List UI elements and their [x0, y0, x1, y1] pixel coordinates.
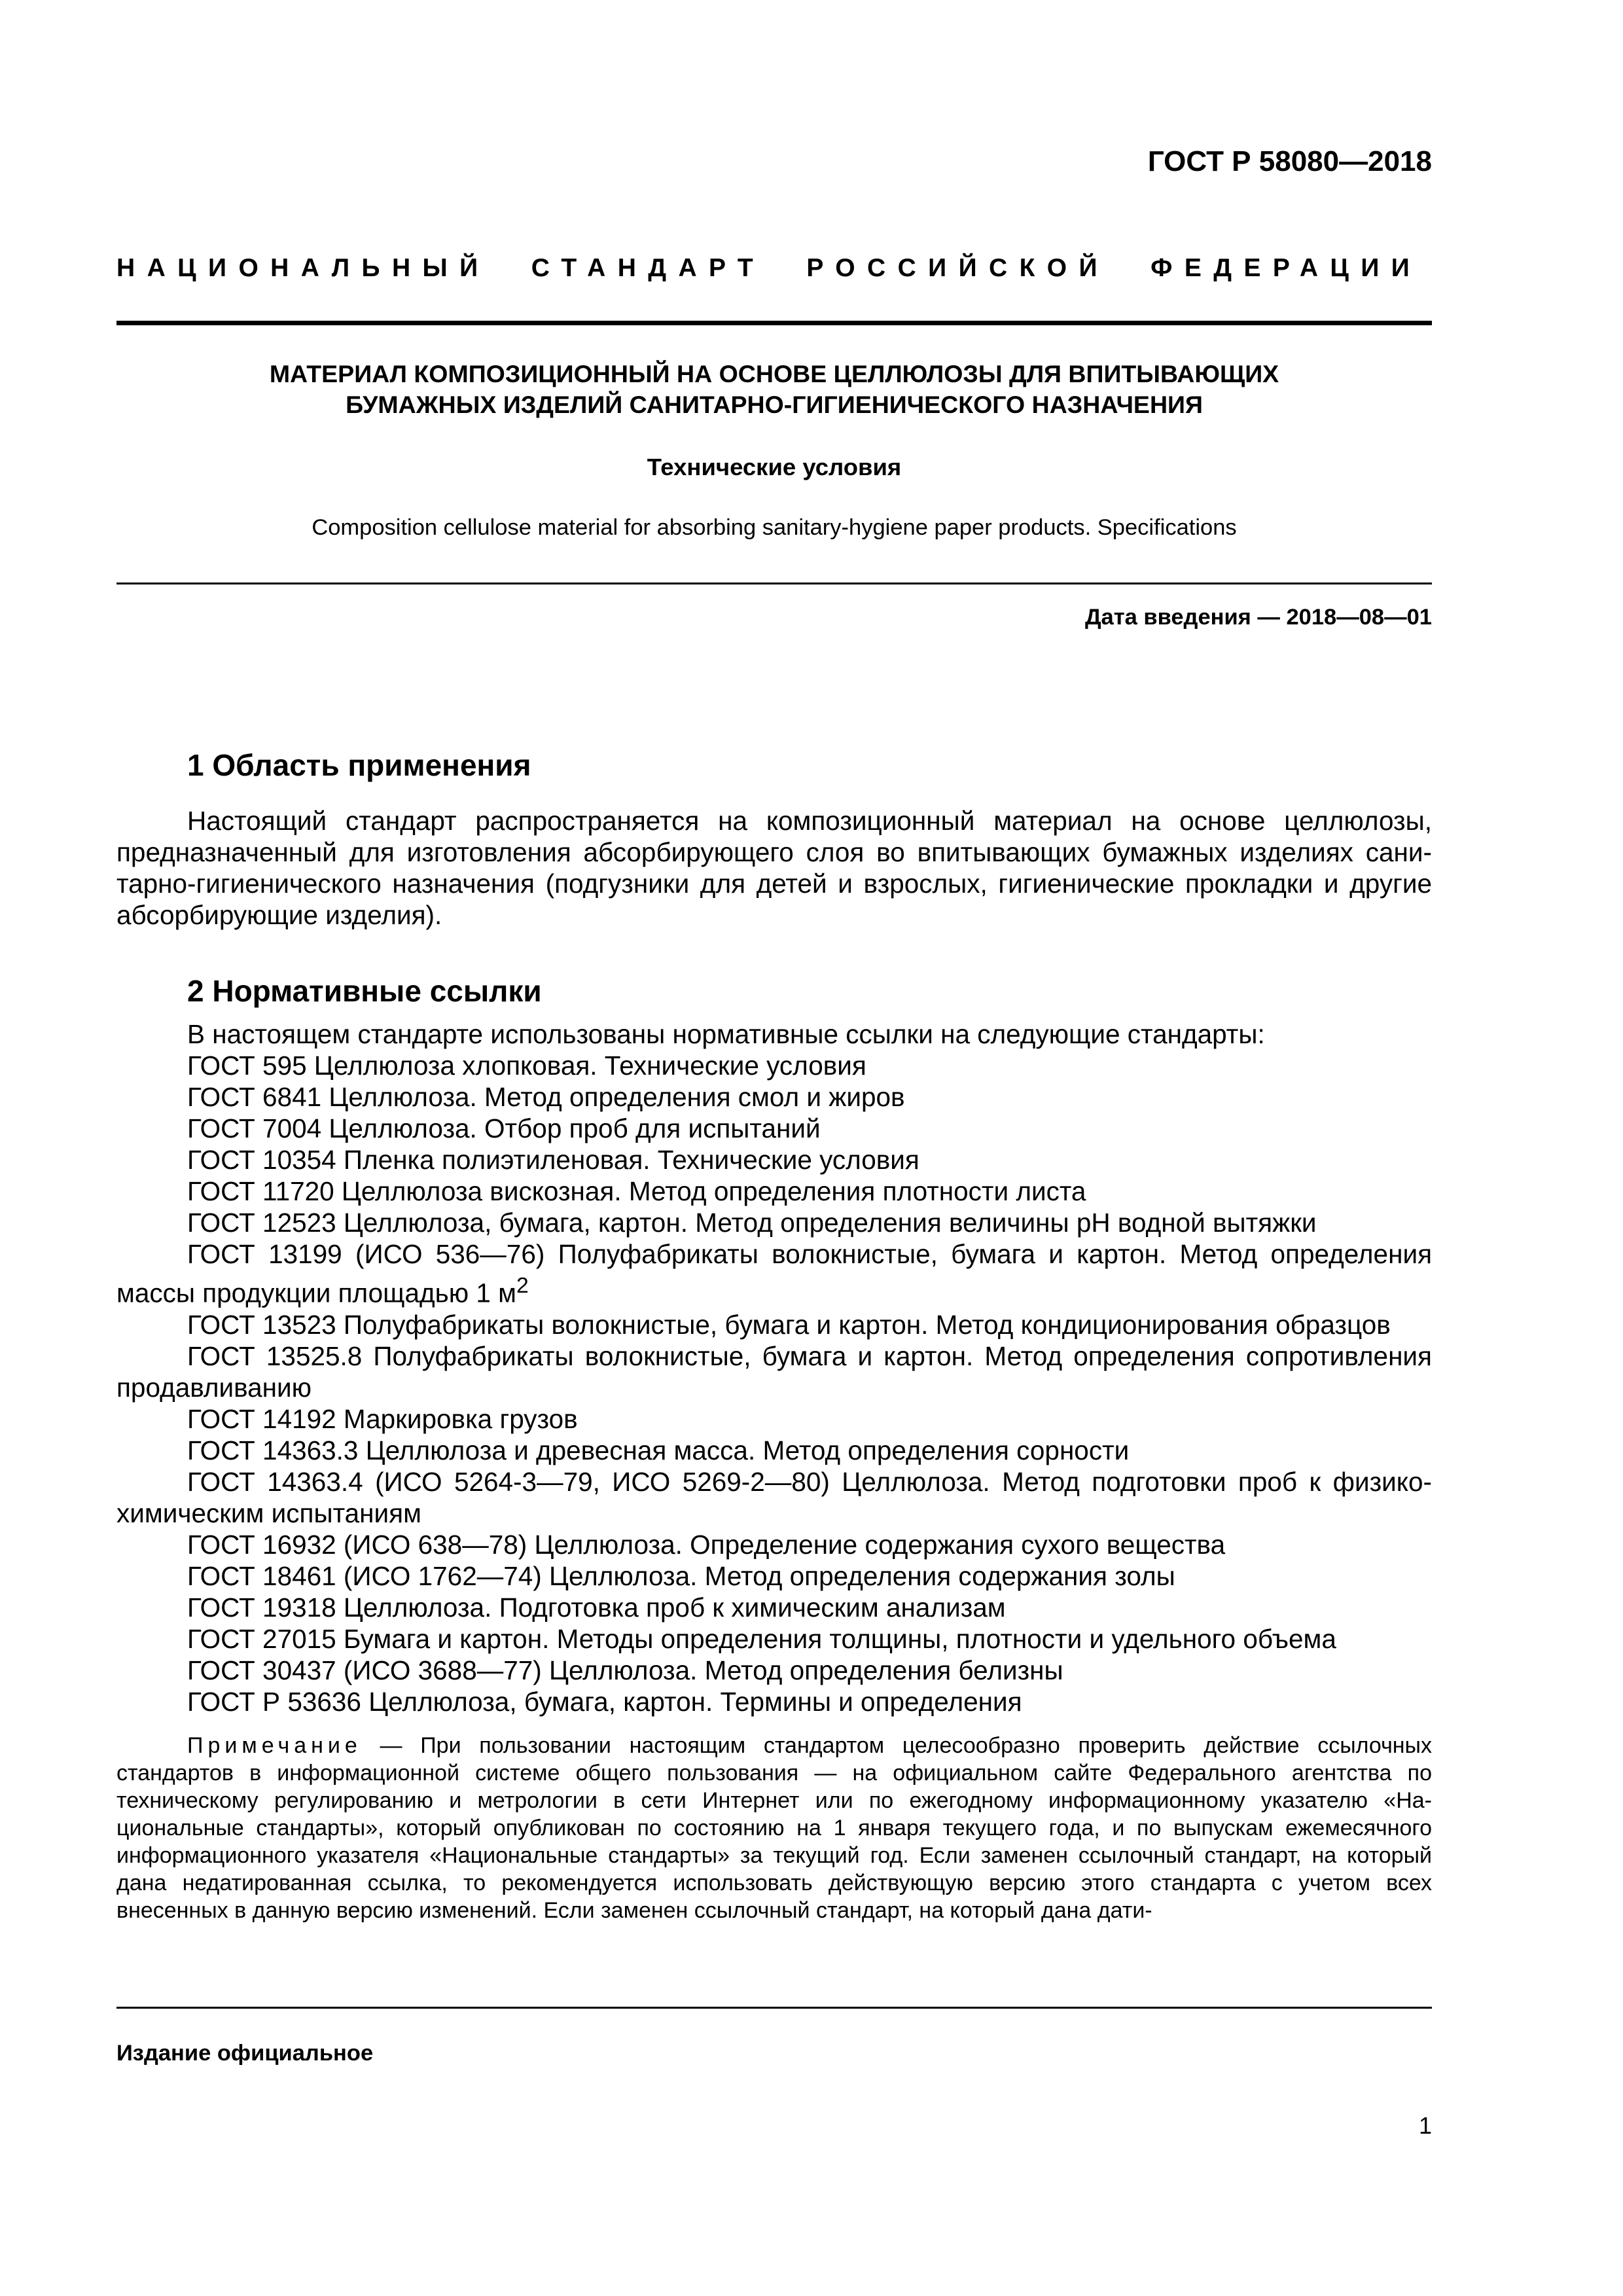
- reference-item: ГОСТ 595 Целлюлоза хлопковая. Технические условия: [187, 1050, 866, 1081]
- title-divider: [116, 583, 1432, 584]
- reference-item: ГОСТ 12523 Целлюлоза, бумага, картон. Метод определения величины pH водной вытяжки: [187, 1208, 1317, 1238]
- reference-item: ГОСТ 19318 Целлюлоза. Подготовка проб к химическим анализам: [187, 1592, 1006, 1623]
- reference-item: ГОСТ 14192 Маркировка грузов: [187, 1403, 578, 1434]
- official-edition-label: Издание официальное: [116, 2041, 374, 2066]
- english-title: Composition cellulose material for absorbing sanitary-hygiene paper products. Specifications: [312, 515, 1237, 540]
- section-1-text: Настоящий стандарт распространяется на композиционный материал на основе целлюлозы, предназначенный для изготовления абсорбирующего слоя во впитывающих бумажных изделиях санитарно-гигиенического назначения (подгузники для детей и взрослых, гигиенические прокладки и другие абсорбирующие изделия).: [116, 806, 1432, 930]
- references-list: [116, 1018, 1432, 1717]
- reference-item: ГОСТ Р 53636 Целлюлоза, бумага, картон. Термины и определения: [187, 1686, 1022, 1717]
- reference-item: ГОСТ 27015 Бумага и картон. Методы определения толщины, плотности и удельного объема: [187, 1623, 1336, 1654]
- reference-item: ГОСТ 30437 (ИСО 3688—77) Целлюлоза. Метод определения белизны: [187, 1655, 1063, 1685]
- reference-item: ГОСТ 11720 Целлюлоза вискозная. Метод определения плотности листа: [187, 1176, 1086, 1206]
- reference-item: ГОСТ 18461 (ИСО 1762—74) Целлюлоза. Метод определения содержания золы: [187, 1560, 1175, 1591]
- page-number: 1: [1418, 2112, 1432, 2139]
- document-title-line-2: БУМАЖНЫХ ИЗДЕЛИЙ САНИТАРНО-ГИГИЕНИЧЕСКОГО НАЗНАЧЕНИЯ: [346, 391, 1203, 418]
- introduction-date: Дата введения — 2018—08—01: [1084, 605, 1432, 630]
- reference-item: ГОСТ 13523 Полуфабрикаты волокнистые, бумага и картон. Метод кондиционирования образцов: [187, 1309, 1391, 1340]
- reference-item: ГОСТ 7004 Целлюлоза. Отбор проб для испытаний: [187, 1113, 821, 1143]
- reference-item: ГОСТ 6841 Целлюлоза. Метод определения смол и жиров: [187, 1082, 905, 1112]
- footer-divider: [116, 2007, 1432, 2009]
- document-subtitle: Технические условия: [647, 454, 902, 480]
- document-title: [116, 359, 1432, 420]
- reference-item: ГОСТ 14363.3 Целлюлоза и древесная масса. Метод определения сорности: [187, 1435, 1130, 1465]
- gost-number: ГОСТ Р 58080—2018: [1147, 145, 1432, 177]
- reference-item: [116, 1238, 1432, 1309]
- header-divider: [116, 321, 1432, 325]
- note: [116, 1732, 1432, 1924]
- document-title-line-1: МАТЕРИАЛ КОМПОЗИЦИОННЫЙ НА ОСНОВЕ ЦЕЛЛЮЛОЗЫ ДЛЯ ВПИТЫВАЮЩИХ: [269, 360, 1279, 387]
- references-intro: В настоящем стандарте использованы нормативные ссылки на следующие стандарты:: [187, 1019, 1265, 1049]
- section-1-heading: 1 Область применения: [187, 748, 531, 782]
- note-text: — При пользовании настоящим стандартом целесообразно проверить действие ссылочных стандартов в информационной системе общего пользования — на официальном сайте Федерального агентства по техническому регулированию и метрологии в сети Интернет или по ежегодному информационному указателю «Национальные стандарты», который опубликован по состоянию на 1 января текущего года, и по выпускам ежемесячного информационного указателя «Национальные стандарты» за текущий год. Если заменен ссылочный стандарт, на который дана недатированная ссылка, то рекомендуется использовать действующую версию этого стандарта с учетом всех внесенных в данную версию изменений. Если заменен ссылочный стандарт, на который дана дати-: [116, 1733, 1432, 1923]
- national-standard-heading: НАЦИОНАЛЬНЫЙ СТАНДАРТ РОССИЙСКОЙ ФЕДЕРАЦИИ: [116, 254, 1422, 282]
- section-2-heading: 2 Нормативные ссылки: [187, 974, 542, 1008]
- reference-item: ГОСТ 16932 (ИСО 638—78) Целлюлоза. Определение содержания сухого вещества: [187, 1529, 1226, 1560]
- note-label: Примечание: [187, 1733, 362, 1758]
- reference-text: ГОСТ 13199 (ИСО 536—76) Полуфабрикаты волокнистые, бумага и картон. Метод определения массы продукции площадью 1 м: [116, 1239, 1432, 1308]
- reference-item: ГОСТ 14363.4 (ИСО 5264-3—79, ИСО 5269-2—80) Целлюлоза. Метод подготовки проб к физико-химическим испытаниям: [116, 1466, 1432, 1528]
- reference-item: ГОСТ 10354 Пленка полиэтиленовая. Технические условия: [187, 1145, 919, 1175]
- superscript-2: 2: [516, 1273, 529, 1298]
- reference-item: ГОСТ 13525.8 Полуфабрикаты волокнистые, бумага и картон. Метод определения сопротивления продавливанию: [116, 1340, 1432, 1403]
